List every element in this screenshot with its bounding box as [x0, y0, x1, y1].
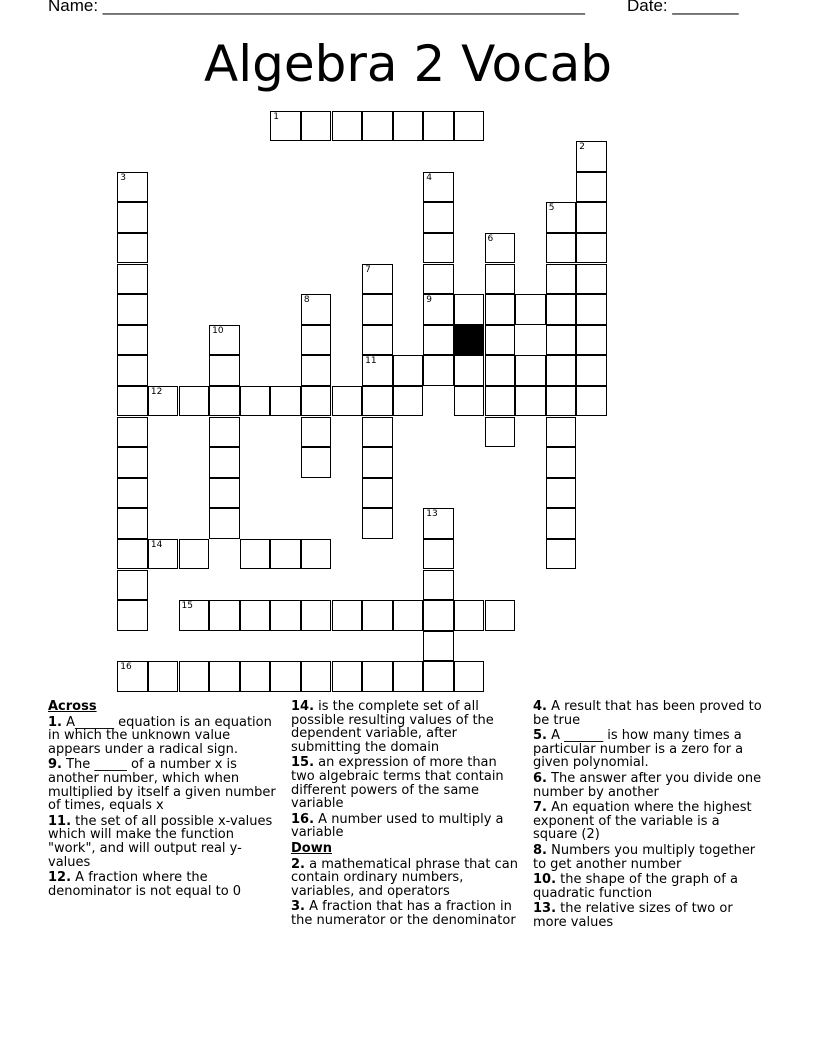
- clue-item: [533, 873, 765, 900]
- grid-cell[interactable]: [576, 172, 607, 203]
- clue-number-label: 14.: [291, 699, 315, 714]
- grid-cell[interactable]: [209, 447, 240, 478]
- grid-cell[interactable]: [485, 417, 516, 448]
- grid-cell[interactable]: [209, 661, 240, 692]
- grid-cell[interactable]: [270, 386, 301, 417]
- grid-cell[interactable]: [546, 325, 577, 356]
- grid-cell[interactable]: [423, 172, 454, 203]
- grid-cell[interactable]: [209, 417, 240, 448]
- grid-cell[interactable]: [362, 417, 393, 448]
- grid-cell[interactable]: [423, 631, 454, 662]
- clue-number: 8: [303, 295, 310, 306]
- grid-cell[interactable]: [117, 600, 148, 631]
- clue-number: 10: [212, 325, 224, 336]
- grid-cell[interactable]: [362, 661, 393, 692]
- grid-cell[interactable]: [209, 325, 240, 356]
- clue-number-label: 2.: [291, 856, 305, 872]
- clue-text: A fraction where the denominator is not equal to 0: [48, 870, 242, 899]
- grid-cell[interactable]: [393, 355, 424, 386]
- grid-cell[interactable]: [423, 508, 454, 539]
- clue-text: a mathematical phrase that can contain ordinary numbers, variables, and operators: [291, 856, 518, 899]
- grid-cell[interactable]: [423, 264, 454, 295]
- grid-cell[interactable]: [117, 264, 148, 295]
- grid-cell[interactable]: [454, 355, 485, 386]
- grid-cell[interactable]: [485, 355, 516, 386]
- grid-cell[interactable]: [485, 600, 516, 631]
- clue-item: [48, 815, 280, 869]
- clue-item: [48, 871, 280, 898]
- grid-cell[interactable]: [576, 233, 607, 264]
- clue-number-label: 3.: [291, 899, 305, 915]
- clue-item: [533, 729, 765, 770]
- grid-cell[interactable]: [270, 539, 301, 570]
- clue-number: 3: [120, 172, 127, 183]
- clue-number-label: 12.: [48, 870, 72, 886]
- grid-cell[interactable]: [423, 570, 454, 601]
- grid-cell[interactable]: [485, 386, 516, 417]
- clue-column-2: [291, 700, 523, 930]
- grid-cell[interactable]: [546, 417, 577, 448]
- name-field-label: Name: ___________________________________________________: [48, 0, 585, 15]
- grid-cell[interactable]: [546, 355, 577, 386]
- clue-number-label: 13.: [533, 901, 557, 917]
- grid-cell[interactable]: [179, 661, 210, 692]
- grid-cell[interactable]: [515, 386, 546, 417]
- down-heading: Down: [291, 840, 332, 856]
- grid-cell[interactable]: [485, 325, 516, 356]
- clue-number-label: 6.: [533, 770, 547, 786]
- clue-text: A______ equation is an equation in which the unknown value appears under a radical sign.: [48, 714, 272, 757]
- grid-cell[interactable]: [179, 600, 210, 631]
- grid-cell[interactable]: [148, 386, 179, 417]
- clue-item: [291, 900, 523, 927]
- grid-cell[interactable]: [454, 600, 485, 631]
- grid-cell[interactable]: [362, 478, 393, 509]
- across-heading: Across: [48, 699, 97, 714]
- grid-cell[interactable]: [270, 661, 301, 692]
- grid-cell[interactable]: [179, 386, 210, 417]
- date-field-label: Date: _______: [627, 0, 739, 15]
- grid-cell[interactable]: [301, 355, 332, 386]
- grid-cell[interactable]: [209, 355, 240, 386]
- grid-cell[interactable]: [301, 325, 332, 356]
- clue-number: 4: [426, 172, 433, 183]
- grid-cell[interactable]: [485, 233, 516, 264]
- clue-text: the set of all possible x-values which will make the function "work", and will output real y-values: [48, 813, 273, 870]
- grid-cell[interactable]: [240, 386, 271, 417]
- grid-cell[interactable]: [454, 386, 485, 417]
- clue-number-label: 4.: [533, 699, 547, 714]
- grid-cell[interactable]: [576, 202, 607, 233]
- grid-cell[interactable]: [423, 661, 454, 692]
- grid-cell[interactable]: [515, 355, 546, 386]
- grid-cell[interactable]: [546, 202, 577, 233]
- grid-cell[interactable]: [117, 172, 148, 203]
- grid-cell[interactable]: [454, 111, 485, 142]
- clue-number-label: 8.: [533, 842, 547, 858]
- clue-text: Numbers you multiply together to get another number: [533, 842, 756, 872]
- grid-cell[interactable]: [270, 111, 301, 142]
- clue-item: [48, 716, 280, 757]
- clue-number: 12: [150, 386, 163, 397]
- grid-cell[interactable]: [209, 600, 240, 631]
- black-cell: [454, 325, 485, 356]
- grid-cell[interactable]: [179, 539, 210, 570]
- clue-number-label: 15.: [291, 755, 315, 771]
- grid-cell[interactable]: [301, 600, 332, 631]
- grid-cell[interactable]: [576, 141, 607, 172]
- grid-cell[interactable]: [301, 417, 332, 448]
- clue-number-label: 7.: [533, 800, 547, 816]
- clue-text: an expression of more than two algebraic terms that contain different powers of the same variable: [291, 755, 504, 812]
- grid-cell[interactable]: [117, 386, 148, 417]
- grid-cell[interactable]: [148, 539, 179, 570]
- clue-number-label: 9.: [48, 757, 62, 773]
- grid-cell[interactable]: [576, 294, 607, 325]
- grid-cell[interactable]: [117, 478, 148, 509]
- clue-number: 5: [548, 203, 555, 214]
- grid-cell[interactable]: [546, 264, 577, 295]
- clue-number: 9: [426, 295, 433, 306]
- grid-cell[interactable]: [546, 386, 577, 417]
- grid-cell[interactable]: [117, 202, 148, 233]
- grid-cell[interactable]: [117, 508, 148, 539]
- grid-cell[interactable]: [362, 111, 393, 142]
- clue-item: [533, 902, 765, 929]
- clue-text: A result that has been proved to be true: [533, 699, 762, 728]
- clue-item: [291, 858, 523, 899]
- grid-cell[interactable]: [117, 355, 148, 386]
- clue-number: 2: [579, 142, 586, 153]
- clue-column-3: [533, 700, 765, 932]
- grid-cell[interactable]: [301, 447, 332, 478]
- grid-cell[interactable]: [332, 111, 363, 142]
- grid-cell[interactable]: [362, 386, 393, 417]
- clue-item: [291, 756, 523, 810]
- grid-cell[interactable]: [240, 661, 271, 692]
- clue-number: 7: [365, 264, 371, 275]
- grid-cell[interactable]: [423, 539, 454, 570]
- grid-cell[interactable]: [117, 661, 148, 692]
- grid-cell[interactable]: [454, 294, 485, 325]
- grid-cell[interactable]: [454, 661, 485, 692]
- clue-text: the shape of the graph of a quadratic function: [533, 872, 738, 901]
- grid-cell[interactable]: [117, 539, 148, 570]
- grid-cell[interactable]: [485, 264, 516, 295]
- grid-cell[interactable]: [393, 386, 424, 417]
- grid-cell[interactable]: [362, 600, 393, 631]
- clue-number-label: 5.: [533, 728, 547, 744]
- grid-cell[interactable]: [576, 386, 607, 417]
- grid-cell[interactable]: [393, 661, 424, 692]
- clue-number: 11: [365, 356, 377, 367]
- clue-text: the relative sizes of two or more values: [533, 901, 733, 930]
- grid-cell[interactable]: [209, 386, 240, 417]
- clue-text: A number used to multiply a variable: [291, 811, 504, 841]
- grid-cell[interactable]: [240, 539, 271, 570]
- grid-cell[interactable]: [117, 233, 148, 264]
- clue-column-1: [48, 700, 280, 900]
- clue-item: [533, 844, 765, 871]
- clue-number-label: 11.: [48, 813, 72, 829]
- grid-cell[interactable]: [546, 233, 577, 264]
- clue-number: 14: [150, 539, 163, 550]
- grid-cell[interactable]: [576, 355, 607, 386]
- clue-item: [48, 758, 280, 812]
- grid-cell[interactable]: [270, 600, 301, 631]
- grid-cell[interactable]: [362, 325, 393, 356]
- clue-number: 16: [120, 662, 132, 673]
- clue-number: 15: [181, 601, 193, 612]
- grid-cell[interactable]: [546, 539, 577, 570]
- grid-cell[interactable]: [515, 294, 546, 325]
- grid-cell[interactable]: [423, 600, 454, 631]
- grid-cell[interactable]: [546, 508, 577, 539]
- grid-cell[interactable]: [117, 294, 148, 325]
- grid-cell[interactable]: [117, 447, 148, 478]
- grid-cell[interactable]: [148, 661, 179, 692]
- grid-cell[interactable]: [332, 386, 363, 417]
- clue-text: The _____ of a number x is another number, which when multiplied by itself a given number of times, equals x: [48, 757, 276, 814]
- grid-cell[interactable]: [301, 539, 332, 570]
- grid-cell[interactable]: [117, 325, 148, 356]
- grid-cell[interactable]: [546, 478, 577, 509]
- clue-item: [533, 772, 765, 799]
- grid-cell[interactable]: [301, 386, 332, 417]
- grid-cell[interactable]: [362, 355, 393, 386]
- grid-cell[interactable]: [362, 264, 393, 295]
- grid-cell[interactable]: [393, 111, 424, 142]
- clue-number: 1: [273, 111, 280, 122]
- grid-cell[interactable]: [576, 325, 607, 356]
- grid-cell[interactable]: [301, 294, 332, 325]
- grid-cell[interactable]: [117, 570, 148, 601]
- clue-number-label: 10.: [533, 872, 557, 888]
- grid-cell[interactable]: [546, 294, 577, 325]
- grid-cell[interactable]: [423, 325, 454, 356]
- grid-cell[interactable]: [423, 355, 454, 386]
- grid-cell[interactable]: [240, 600, 271, 631]
- clue-text: A fraction that has a fraction in the numerator or the denominator: [291, 899, 516, 928]
- grid-cell[interactable]: [301, 661, 332, 692]
- grid-cell[interactable]: [362, 294, 393, 325]
- grid-cell[interactable]: [423, 111, 454, 142]
- grid-cell[interactable]: [423, 294, 454, 325]
- grid-cell[interactable]: [362, 447, 393, 478]
- grid-cell[interactable]: [576, 264, 607, 295]
- grid-cell[interactable]: [332, 600, 363, 631]
- grid-cell[interactable]: [423, 202, 454, 233]
- clue-text: The answer after you divide one number by another: [533, 770, 762, 800]
- grid-cell[interactable]: [546, 447, 577, 478]
- grid-cell[interactable]: [362, 508, 393, 539]
- grid-cell[interactable]: [301, 111, 332, 142]
- clue-number-label: 1.: [48, 714, 62, 730]
- grid-cell[interactable]: [423, 233, 454, 264]
- page-title: Algebra 2 Vocab: [204, 35, 612, 93]
- grid-cell[interactable]: [209, 508, 240, 539]
- clue-item: [291, 813, 523, 840]
- clue-text: is the complete set of all possible resulting values of the dependent variable, after submitting the domain: [291, 699, 494, 755]
- clue-number: 13: [426, 509, 438, 520]
- grid-cell[interactable]: [393, 600, 424, 631]
- clue-item: [291, 700, 523, 754]
- clue-number: 6: [487, 233, 494, 244]
- grid-cell[interactable]: [209, 478, 240, 509]
- clue-number-label: 16.: [291, 811, 315, 827]
- clue-text: An equation where the highest exponent of the variable is a square (2): [533, 800, 752, 843]
- grid-cell[interactable]: [117, 417, 148, 448]
- clue-item: [533, 801, 765, 842]
- clue-item: [533, 700, 765, 727]
- grid-cell[interactable]: [332, 661, 363, 692]
- grid-cell[interactable]: [485, 294, 516, 325]
- clue-text: A ______ is how many times a particular number is a zero for a given polynomial.: [533, 728, 744, 771]
